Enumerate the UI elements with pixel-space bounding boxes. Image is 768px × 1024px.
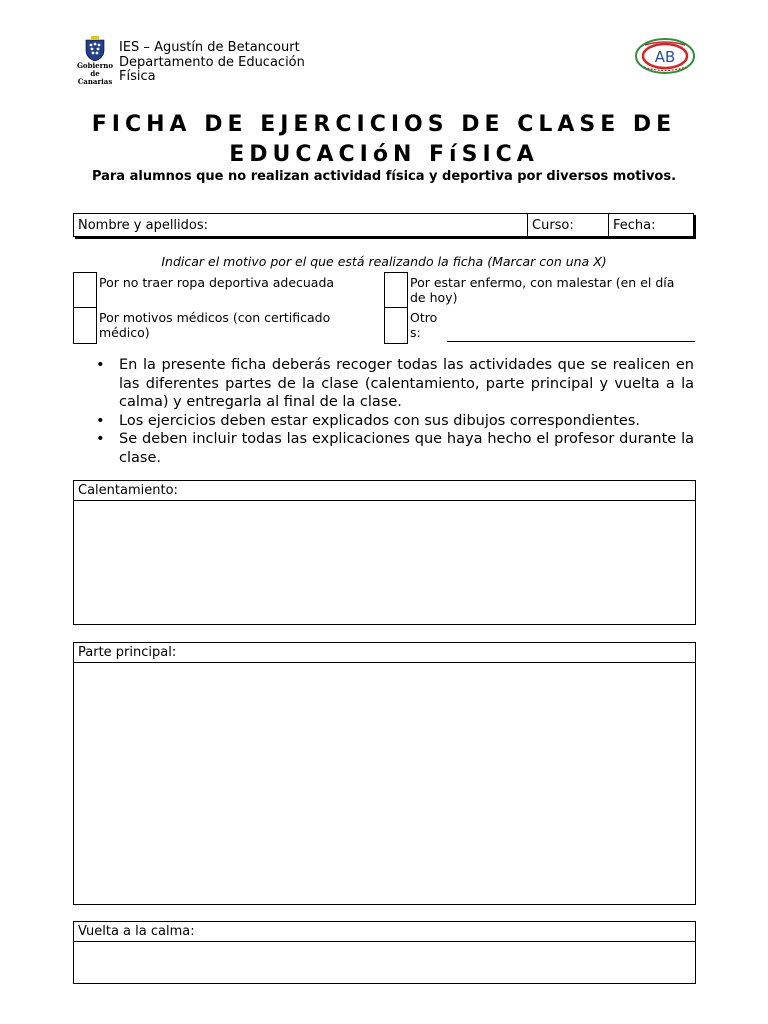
reason-instruction: Indicar el motivo por el que está realizando la ficha (Marcar con una X) xyxy=(161,254,607,269)
reason-label-clothing: Por no traer ropa deportiva adecuada xyxy=(99,275,335,290)
document-title xyxy=(0,110,768,170)
section-main-part-label: Parte principal: xyxy=(74,643,695,663)
department-name-cont: Física xyxy=(119,69,156,84)
section-main-part xyxy=(73,642,696,905)
section-cooldown-writing-area[interactable] xyxy=(74,942,695,983)
reason-label-medical: Por motivos médicos (con certificado médico) xyxy=(99,310,331,340)
school-logo-text: AB xyxy=(654,48,676,66)
title-line-2: EDUCACIóN FíSICA xyxy=(229,142,539,167)
name-label: Nombre y apellidos: xyxy=(78,217,209,233)
reason-label-illness: Por estar enfermo, con malestar (en el día de hoy) xyxy=(410,275,675,305)
list-item: • Los ejercicios deben estar explicados con sus dibujos correspondientes. xyxy=(96,412,640,429)
reason-checkbox-clothing[interactable] xyxy=(73,272,97,309)
course-field[interactable] xyxy=(528,214,609,236)
school-name: IES – Agustín de Betancourt xyxy=(119,40,300,55)
reason-checkbox-medical[interactable] xyxy=(73,307,97,344)
section-warmup-label: Calentamiento: xyxy=(74,481,695,501)
reason-checkbox-other[interactable] xyxy=(384,307,408,344)
section-main-part-writing-area[interactable] xyxy=(74,663,695,904)
section-cooldown xyxy=(73,921,696,984)
student-info-row xyxy=(73,213,694,237)
section-warmup xyxy=(73,480,696,625)
name-field[interactable] xyxy=(74,214,528,236)
reason-label-other: Otro s: xyxy=(410,310,438,340)
bullet-icon: • xyxy=(96,431,105,447)
section-cooldown-label: Vuelta a la calma: xyxy=(74,922,695,942)
school-header xyxy=(119,41,305,85)
date-label: Fecha: xyxy=(613,217,656,233)
other-reason-input[interactable] xyxy=(447,341,695,342)
date-field[interactable] xyxy=(609,214,693,236)
instructions-list xyxy=(96,356,694,467)
reason-checkbox-illness[interactable] xyxy=(384,272,408,309)
document-subtitle: Para alumnos que no realizan actividad física y deportiva por diversos motivos. xyxy=(91,169,677,184)
course-label: Curso: xyxy=(532,217,574,233)
canarias-shield-icon xyxy=(84,36,106,62)
list-item: • En la presente ficha deberás recoger todas las actividades que se realicen en las diferentes partes de la clase (calentamiento, parte principal y vuelta a la calma) y entregarla al final de la clase. xyxy=(96,357,694,410)
government-logo xyxy=(74,36,116,86)
title-line-1: FICHA DE EJERCICIOS DE CLASE DE xyxy=(91,112,677,137)
bullet-icon: • xyxy=(96,412,105,429)
list-item: • Se deben incluir todas las explicaciones que haya hecho el profesor durante la clase. xyxy=(96,431,694,466)
bullet-icon: • xyxy=(96,357,105,373)
government-logo-line1: Gobierno xyxy=(76,61,114,70)
school-logo-icon xyxy=(634,36,696,76)
government-logo-line2: de Canarias xyxy=(77,69,113,86)
section-warmup-writing-area[interactable] xyxy=(74,501,695,624)
department-name: Departamento de Educación xyxy=(119,54,305,70)
